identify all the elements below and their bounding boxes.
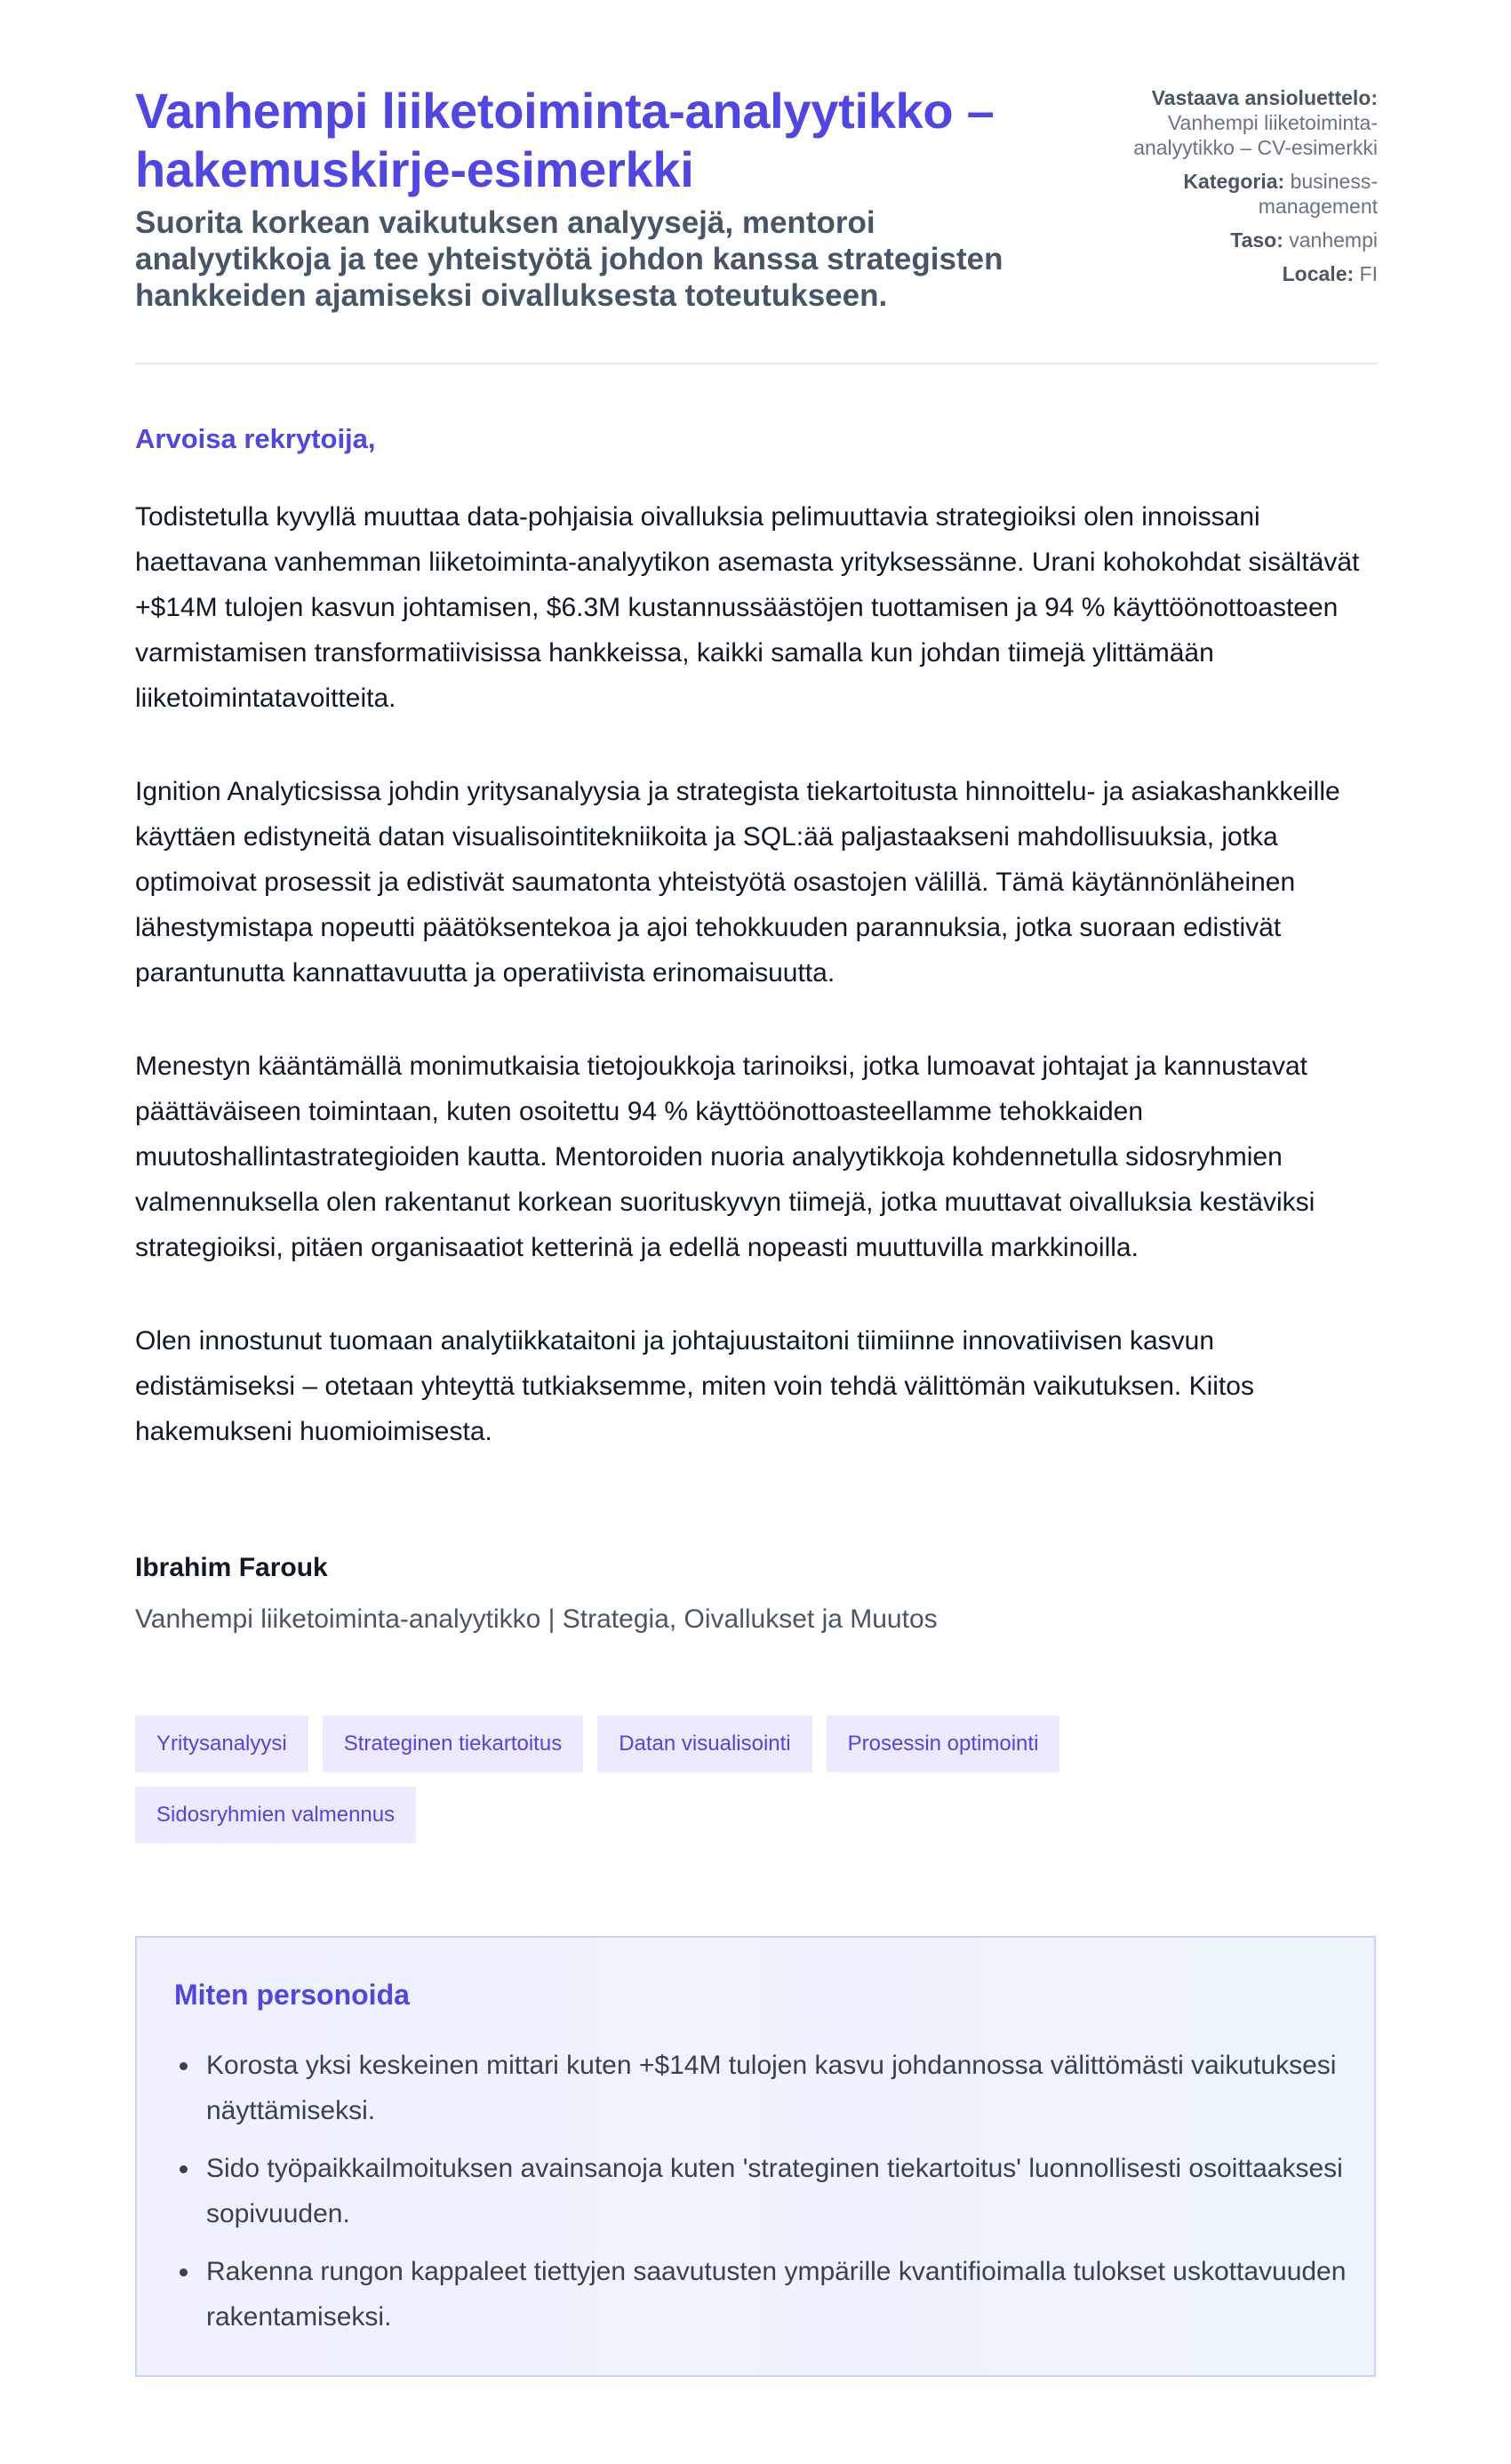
letter-body [135,494,1378,1502]
meta-locale-value: FI [1359,262,1378,285]
skill-tag: Prosessin optimointi [827,1716,1060,1772]
signature-name: Ibrahim Farouk [135,1553,328,1582]
personalize-tips-box [135,1936,1376,2377]
skill-tag: Strateginen tiekartoitus [323,1716,583,1772]
meta-level [1084,228,1378,252]
meta-level-label: Taso: [1230,228,1283,252]
meta-resume-label: Vastaava ansioluettelo: [1151,86,1378,109]
letter-paragraph: Todistetulla kyvyllä muuttaa data-pohjaisia oivalluksia pelimuuttavia strategioiksi olen innoissani haettavana vanhemman liiketoiminta-analyytikon asemasta yrityksessänne. Urani kohokohdat sisältävät +$14M tulojen kasvun johtamisen, $6.3M kustannussäästöjen tuottamisen ja 94 % käyttöönottoasteen varmistamisen transformatiivisissa hankkeissa, kaikki samalla kun johdan tiimejä ylittämään liiketoimintatavoitteita. [135,502,1360,713]
meta-locale-label: Locale: [1282,262,1355,285]
meta-panel [1084,85,1378,295]
meta-level-value: vanhempi [1289,228,1378,252]
meta-category [1084,169,1378,219]
tips-list-item: Sido työpaikkailmoituksen avainsanoja kuten 'strateginen tiekartoitus' luonnollisesti osoittaaksesi sopivuuden. [206,2146,1362,2236]
signature-title: Vanhempi liiketoiminta-analyytikko | Strategia, Oivallukset ja Muutos [135,1604,938,1634]
letter-paragraph: Olen innostunut tuomaan analytiikkataitoni ja johtajuustaitoni tiimiinne innovatiivisen kasvun edistämiseksi – otetaan yhteyttä tutkiaksemme, miten voin tehdä välittömän vaikutuksen. Kiitos hakemukseni huomioimisesta. [135,1326,1254,1446]
page-header [135,0,1378,364]
skill-tag: Datan visualisointi [597,1716,811,1772]
letter-salutation: Arvoisa rekrytoija, [135,423,376,454]
meta-resume [1084,85,1378,160]
tips-list-item: Korosta yksi keskeinen mittari kuten +$14M tulojen kasvu johdannossa välittömästi vaikutuksesi näyttämiseksi. [206,2043,1362,2133]
meta-category-label: Kategoria: [1183,170,1285,193]
tips-title: Miten personoida [174,1979,410,2011]
meta-resume-link[interactable]: Vanhempi liiketoiminta-analyytikko – CV-esimerkki [1133,111,1378,159]
page-subtitle: Suorita korkean vaikutuksen analyysejä, mentoroi analyytikkoja ja tee yhteistyötä johdon kanssa strategisten hankkeiden ajamiseksi oivalluksesta toteutukseen. [135,205,1003,313]
skill-tag: Yritysanalyysi [135,1716,308,1772]
tips-list [174,2043,1362,2352]
cover-letter-page [135,0,1378,2332]
page-title: Vanhempi liiketoiminta-analyytikko – hakemuskirje-esimerkki [135,83,995,197]
letter-paragraph: Menestyn kääntämällä monimutkaisia tietojoukkoja tarinoiksi, jotka lumoavat johtajat ja kannustavat päättäväiseen toimintaan, kuten osoitettu 94 % käyttöönottoasteellamme tehokkaiden muutoshallintastrategioiden kautta. Mentoroiden nuoria analyytikkoja kohdennetulla sidosryhmien valmennuksella olen rakentanut korkean suorituskyvyn tiimejä, jotka muuttavat oivalluksia kestäviksi strategioiksi, pitäen organisaatiot ketterinä ja edellä nopeasti muuttuvilla markkinoilla. [135,1052,1315,1262]
letter-paragraph: Ignition Analyticsissa johdin yritysanalyysia ja strategista tiekartoitusta hinnoittelu- ja asiakashankkeille käyttäen edistyneitä datan visualisointitekniikoita ja SQL:ää paljastaakseni mahdollisuuksia, jotka optimoivat prosessit ja edistivät saumatonta yhteistyötä osastojen välillä. Tämä käytännönläheinen lähestymistapa nopeutti päätöksentekoa ja ajoi tehokkuuden parannuksia, jotka suoraan edistivät parantunutta kannattavuutta ja operatiivista erinomaisuutta. [135,777,1340,988]
meta-category-value: business-management [1258,170,1378,218]
skill-tags [135,1716,1255,1844]
meta-locale [1084,261,1378,286]
skill-tag: Sidosryhmien valmennus [135,1787,416,1844]
tips-list-item: Rakenna rungon kappaleet tiettyjen saavutusten ympärille kvantifioimalla tulokset uskottavuuden rakentamiseksi. [206,2249,1362,2340]
